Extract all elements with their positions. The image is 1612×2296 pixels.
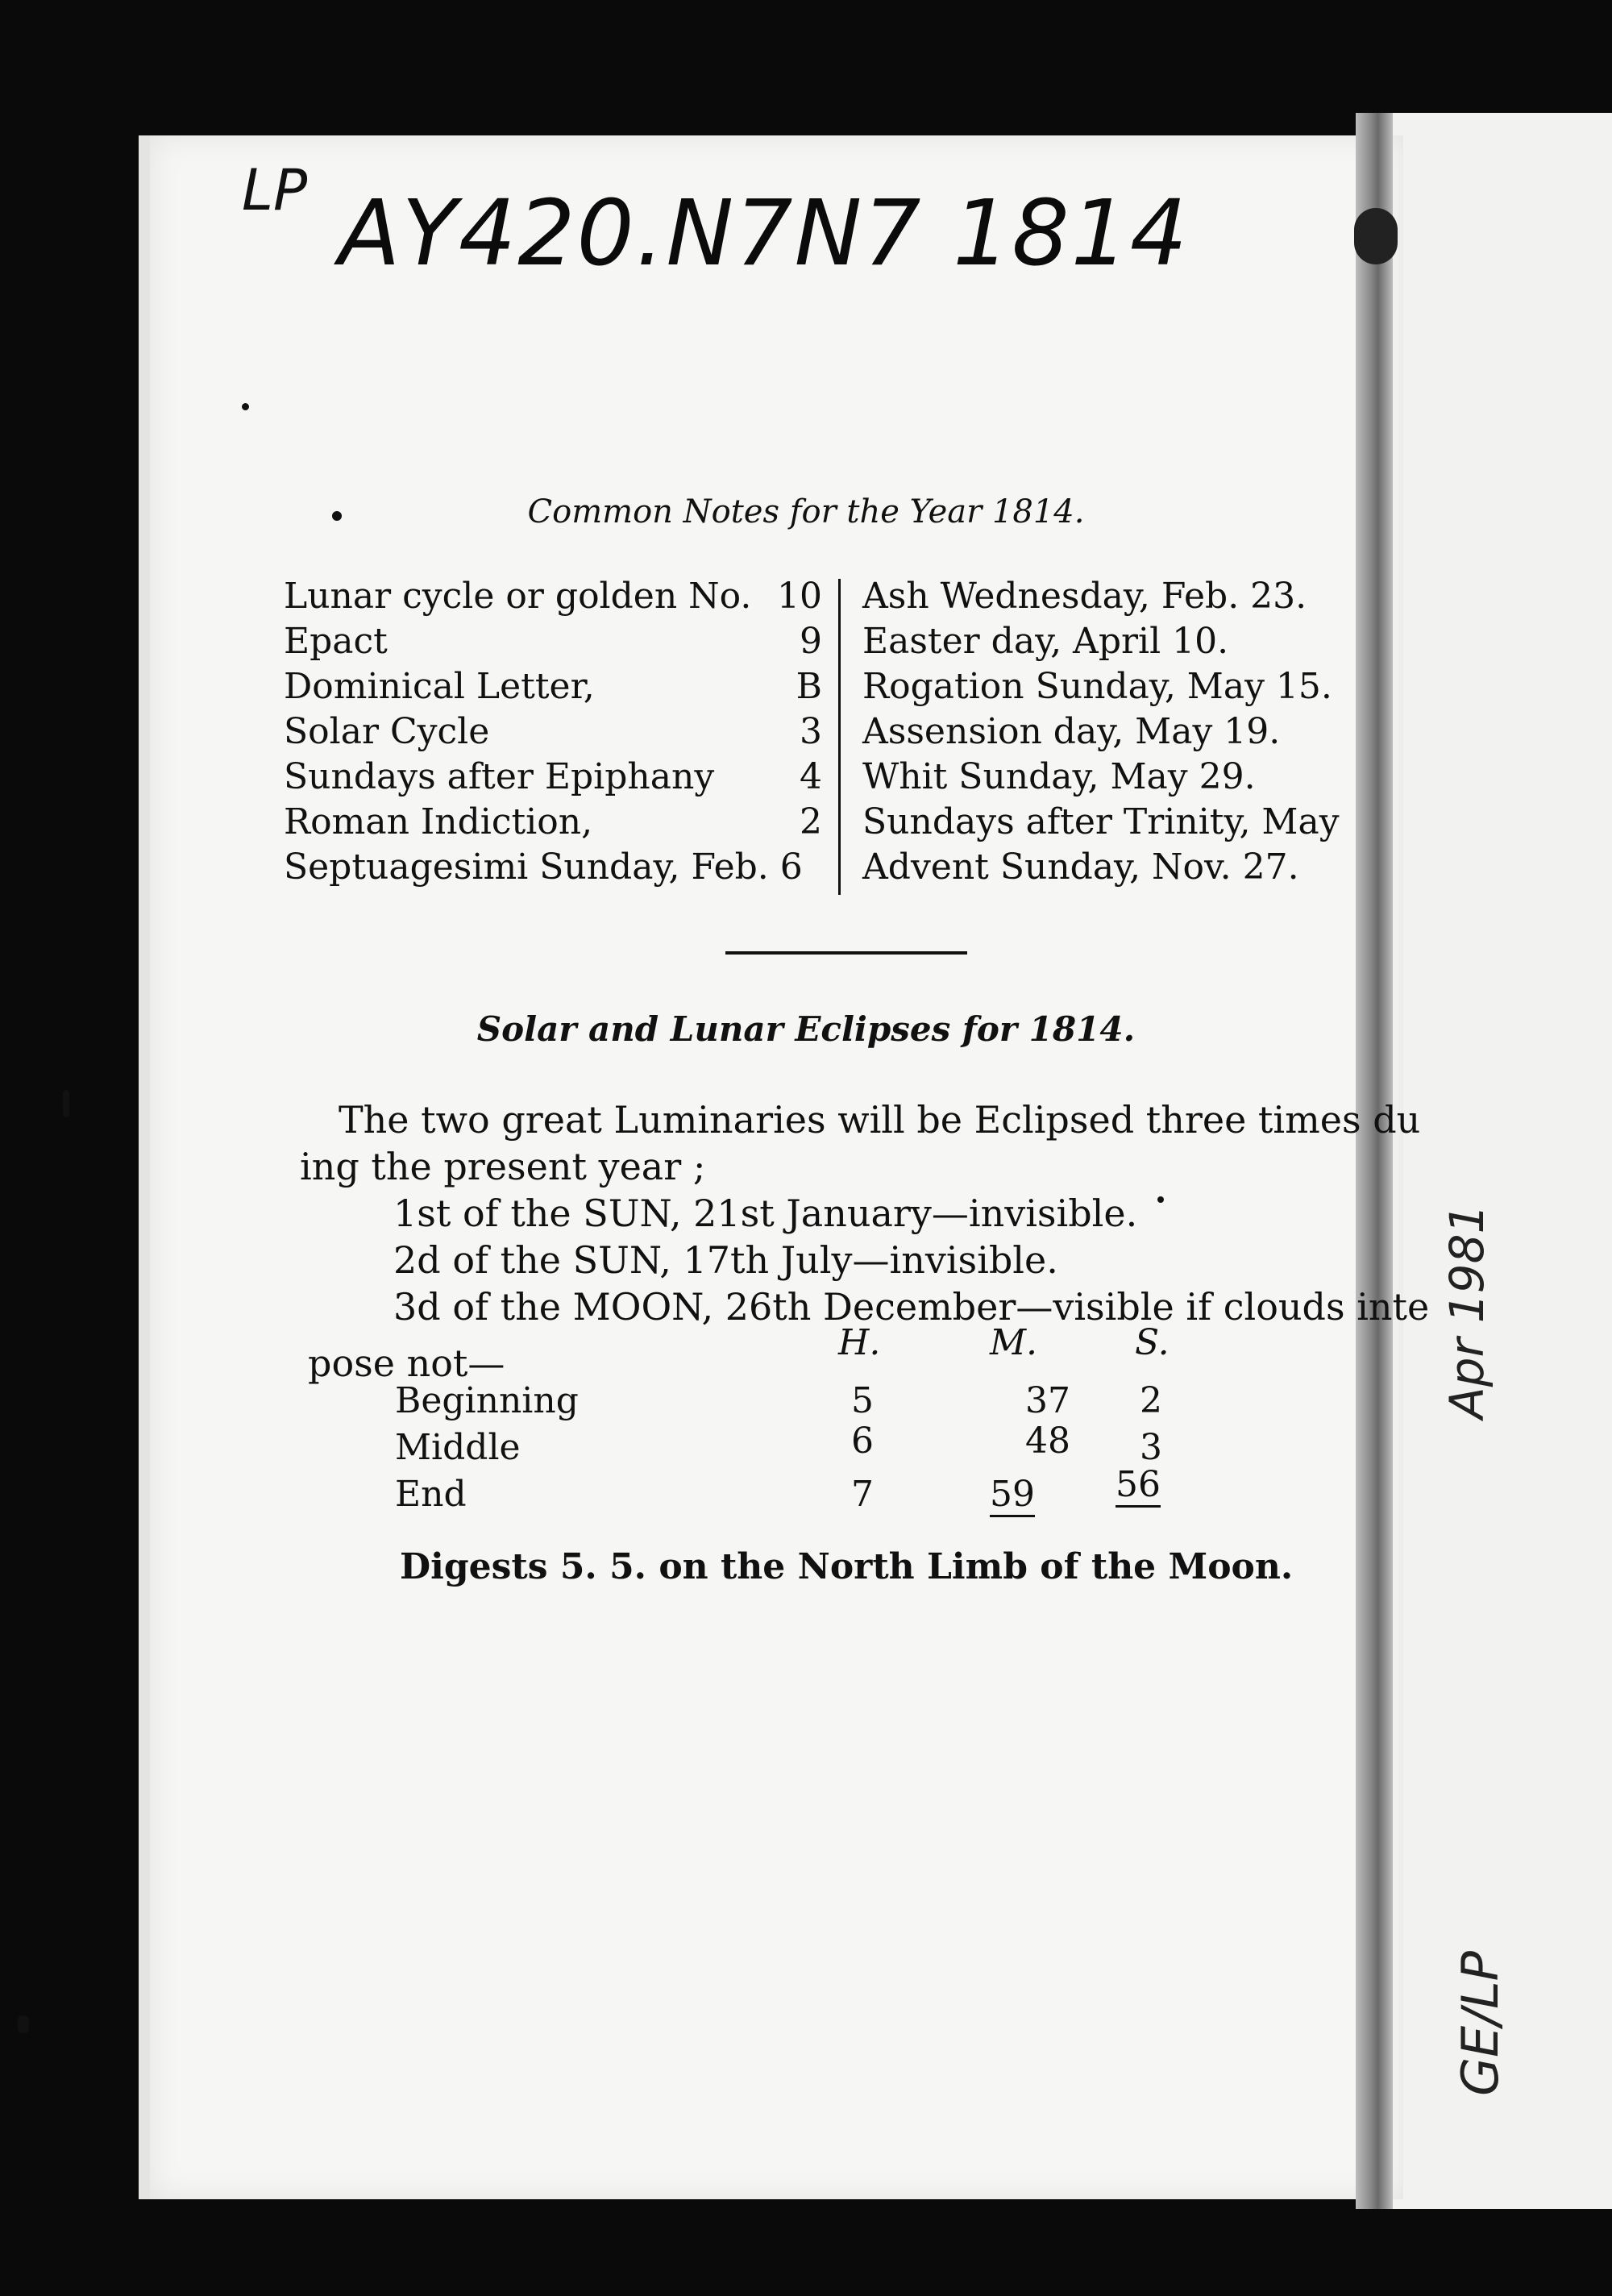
notes-right-column — [862, 574, 1410, 890]
note-row: Lunar cycle or golden No. 10 — [284, 576, 822, 617]
table-header-m: M. — [990, 1322, 1038, 1363]
table-cell-s: 56 — [1116, 1464, 1161, 1508]
table-row-label: End — [395, 1474, 467, 1515]
note-row: Epact 9 — [284, 621, 822, 662]
common-notes-title: Common Notes for the Year 1814. — [527, 493, 1085, 530]
table-cell-h: 7 — [851, 1474, 874, 1515]
eclipses-intro-line1: The two great Luminaries will be Eclipsed three times du — [339, 1098, 1421, 1142]
table-header-h: H. — [838, 1322, 881, 1363]
speck — [1157, 1196, 1164, 1203]
binding-hole — [1354, 208, 1398, 264]
pose-not-text: pose not— — [308, 1341, 505, 1385]
digest-line: Digests 5. 5. on the North Limb of the Moon. — [400, 1546, 1294, 1587]
speck — [63, 1090, 69, 1117]
eclipses-intro-line2: ing the present year ; — [300, 1145, 706, 1188]
table-row-label: Middle — [395, 1427, 521, 1468]
speck — [18, 2015, 29, 2033]
section-rule — [725, 951, 967, 955]
speck — [332, 511, 342, 521]
adjacent-page — [1370, 113, 1612, 2209]
note-row: Assension day, May 19. — [862, 711, 1281, 752]
note-row: Whit Sunday, May 29. — [862, 756, 1256, 797]
eclipses-title: Solar and Lunar Eclipses for 1814. — [476, 1009, 1136, 1049]
note-row: Sundays after Trinity, May — [862, 801, 1340, 842]
table-cell-m: 48 — [1025, 1420, 1070, 1462]
note-row: Advent Sunday, Nov. 27. — [862, 846, 1299, 888]
date-stamp-annotation: Apr 1981 — [1440, 1204, 1494, 1419]
table-cell-s: 2 — [1140, 1380, 1162, 1421]
note-row: Rogation Sunday, May 15. — [862, 666, 1332, 707]
note-row: Roman Indiction, 2 — [284, 801, 822, 842]
note-row: Septuagesimi Sunday, Feb. 6 — [284, 846, 803, 888]
table-cell-h: 5 — [851, 1380, 874, 1421]
call-number-mark: LP — [242, 157, 308, 223]
speck — [242, 403, 249, 410]
column-divider — [838, 579, 841, 895]
table-cell-m: 59 — [990, 1474, 1035, 1517]
common-notes-table — [284, 574, 1396, 888]
note-row: Easter day, April 10. — [862, 621, 1229, 662]
eclipse-item-2: 2d of the SUN, 17th July—invisible. — [393, 1238, 1058, 1282]
eclipse-item-1: 1st of the SUN, 21st January—invisible. — [393, 1192, 1138, 1235]
note-row: Ash Wednesday, Feb. 23. — [862, 576, 1307, 617]
table-cell-m: 37 — [1025, 1380, 1070, 1421]
call-number: AY420.N7N7 1814 — [339, 181, 1190, 286]
table-row-label: Beginning — [395, 1380, 579, 1421]
notes-left-column — [284, 574, 822, 890]
note-row: Sundays after Epiphany 4 — [284, 756, 822, 797]
note-row: Dominical Letter, B — [284, 666, 822, 707]
table-cell-s: 3 — [1140, 1427, 1162, 1468]
note-row: Solar Cycle 3 — [284, 711, 822, 752]
eclipse-item-3: 3d of the MOON, 26th December—visible if clouds inte — [393, 1285, 1430, 1329]
initials-annotation: GE/LP — [1451, 1950, 1510, 2096]
table-cell-h: 6 — [851, 1420, 874, 1462]
show-through-text — [330, 419, 1362, 492]
table-header-s: S. — [1135, 1322, 1170, 1363]
